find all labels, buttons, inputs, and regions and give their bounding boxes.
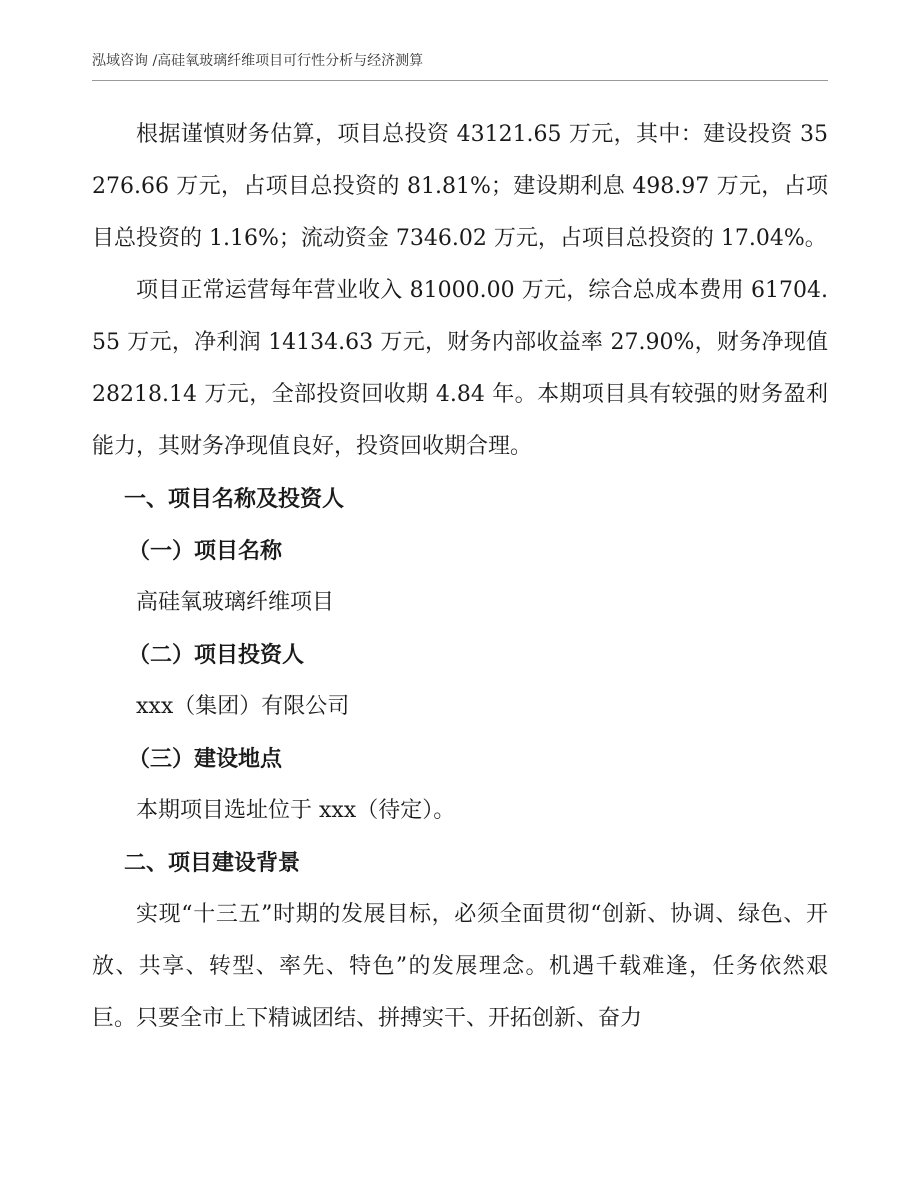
- document-body: [92, 109, 828, 1045]
- subheading-construction-location: （三）建设地点: [128, 746, 283, 772]
- subheading-project-name: （一）项目名称: [128, 538, 283, 564]
- subheading-project-investor: （二）项目投资人: [128, 642, 305, 668]
- background-paragraph: 实现“十三五”时期的发展目标，必须全面贯彻“创新、协调、绿色、开放、共享、转型、率先、特色”的发展理念。机遇千载难逢，任务依然艰巨。只要全市上下精诚团结、拼搏实干、开拓创新、奋力: [92, 902, 828, 1031]
- location-value: 本期项目选址位于 xxx（待定）。: [136, 798, 456, 823]
- page-header: 泓域咨询 /高硅氧玻璃纤维项目可行性分析与经济测算: [92, 53, 424, 69]
- section-heading-project-name-investor: 一、项目名称及投资人: [124, 486, 345, 512]
- project-name-value: 高硅氧玻璃纤维项目: [136, 590, 335, 615]
- investor-value: xxx（集团）有限公司: [136, 694, 350, 719]
- operation-summary-paragraph: 项目正常运营每年营业收入 81000.00 万元，综合总成本费用 61704.55 万元，净利润 14134.63 万元，财务内部收益率 27.90%，财务净现值 28218.14 万元，全部投资回收期 4.84 年。本期项目具有较强的财务盈利能力，其财务净现值良好，投资回收期合理。: [92, 278, 828, 459]
- header-divider: [92, 80, 828, 81]
- section-heading-project-background: 二、项目建设背景: [124, 850, 301, 876]
- investment-summary-paragraph: 根据谨慎财务估算，项目总投资 43121.65 万元，其中：建设投资 35276.66 万元，占项目总投资的 81.81%；建设期利息 498.97 万元，占项目总投资的 1.16%；流动资金 7346.02 万元，占项目总投资的 17.04%。: [92, 122, 828, 251]
